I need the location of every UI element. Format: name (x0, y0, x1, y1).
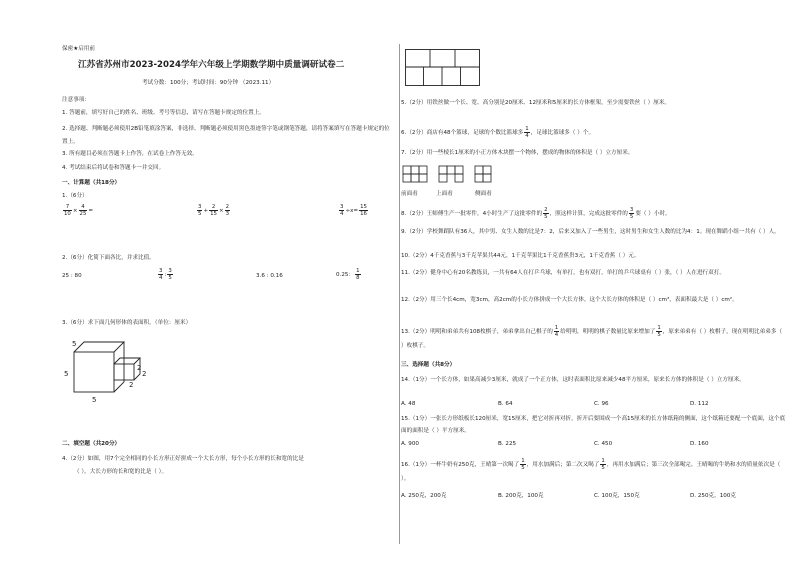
option[interactable]: D. 112 (690, 401, 709, 407)
option[interactable]: C. 450 (594, 441, 613, 447)
question-text: 4.（2分）如图，用7个完全相同的小长方形正好拼成一个大长方形，每个小长方形的长和宽的比是 (62, 456, 304, 462)
exam-meta: 考试分数：100分；考试时间：90分钟 （2023.11） (142, 80, 275, 86)
section-heading: 二、填空题（共20分） (62, 441, 121, 447)
dim-label: 5 (64, 370, 69, 378)
note-item: 2. 选择题、判断题必须使用2B铅笔填涂答案，非选择、判断题必须使用黑色墨迹签字笔或钢笔答题，请将答案填写在答题卡规定的位置上。 (62, 126, 390, 145)
option[interactable]: A. 48 (401, 401, 416, 407)
three-views-figure (401, 162, 501, 184)
q1-expr-a: $\frac{7}{10}$ × $\frac{4}{25}$ = (64, 204, 94, 217)
view-label-front: 前面看 (401, 191, 418, 197)
option[interactable]: A. 250克，200克 (401, 493, 447, 499)
note-item: 3. 所有题目必须在答题卡上作答，在试卷上作答无效。 (62, 151, 198, 157)
section-heading: 三、选择题（共8分） (401, 362, 456, 368)
question-text: （ ），大长方形的长和宽的比是（ ）。 (74, 469, 168, 475)
question-text: 2.（6分）化简下面各比，并求比值。 (62, 255, 155, 261)
section-heading: 一、计算题（共18分） (62, 180, 121, 186)
question-text: 5.（2分）用铁丝做一个长、宽、高分别是20厘米、12厘米和5厘米的长方体框架，至少需要铁丝（ ）厘米。 (401, 100, 671, 106)
question-text: 11.（2分）健身中心有20名教练员，一共有64人在打乒乓球，有单打，也有双打，单打的乒乓球桌有（ ）张，（ ）人在进行双打。 (401, 270, 725, 276)
secret-label: 保密★启用前 (62, 46, 95, 52)
dim-label: 5 (92, 396, 97, 404)
q2-expr-d: 0.25： $\frac{1}{8}$ (336, 268, 360, 281)
note-item: 4. 考试结束后将试卷和答题卡一并交回。 (62, 165, 165, 171)
q2-expr-b: $\frac{3}{4}$ : $\frac{3}{5}$ (159, 268, 172, 281)
option[interactable]: D. 160 (690, 441, 709, 447)
column-divider (399, 44, 400, 544)
q1-expr-b: $\frac{3}{5}$ + $\frac{2}{15}$ × $\frac{2}{3}$ (198, 204, 230, 217)
option[interactable]: B. 64 (498, 401, 513, 407)
rectangle-tiling-figure (405, 49, 481, 87)
question-text: 7.（2分）用一些棱长1厘米的小正方体木块摆一个物体，摆成的物体的体积是（ ）立方厘米。 (401, 150, 634, 156)
option[interactable]: B. 200克，100克 (498, 493, 544, 499)
question-text: 16.（1分）一杯牛奶有250克，王晴第一次喝了 $\frac{1}{5}$ ，用水加满后；第二次又喝了 $\frac{1}{5}$ ，再用水加满后；第三次全部喝完。王晴喝的牛奶和水的质量依次是（ ）。 (401, 458, 781, 482)
view-label-top: 上面看 (436, 191, 453, 197)
q1-expr-c: $\frac{3}{4}$ ÷x= $\frac{15}{16}$ (340, 204, 367, 217)
question-text: 6.（2分）商店有48个篮球，足球的个数比篮球多 $\frac{1}{4}$ ，足球比篮球多（ ）个。 (401, 126, 595, 139)
question-text: 15.（1分）一张长方形纸板长120厘米，宽15厘米，把它对折再对折，折开后要围成一个高15厘米的长方体纸箱的侧面，这个纸箱还要配一个底面，这个底面的面积是（ ）平方厘米。 (401, 416, 786, 434)
dim-label: 2 (142, 370, 147, 378)
q2-expr-a: 25 : 80 (62, 273, 82, 279)
note-item: 1. 答题前，填写好自己的姓名、班级、考号等信息，请写在答题卡规定的位置上。 (62, 110, 265, 116)
question-text: 12.（2分）用三个长4cm，宽3cm，高2cm的小长方体拼成一个大长方体，这个大长方体的体积是（ ）cm³，表面积最大是（ ）cm²。 (401, 297, 738, 303)
option[interactable]: D. 250克，100克 (690, 493, 736, 499)
dim-label: 5 (72, 340, 77, 348)
view-label-side: 侧面看 (475, 191, 492, 197)
question-text: 10.（2分）4千克香蕉与3千克苹果共44元，1千克苹果比1千克香蕉贵3元，1千克香蕉（ ）元。 (401, 253, 640, 259)
question-text: 3.（6分）求下面几何形体的表面积。（单位：厘米） (62, 320, 192, 326)
question-text: 8.（2分）王师傅生产一批零件，4小时生产了这批零件的 $\frac{2}{5}$ ，照这样计算，完成这批零件的 $\frac{3}{5}$ 要（ ）小时。 (401, 207, 671, 220)
question-text: 14.（1分）一个长方体，如果高减少3厘米，就成了一个正方体，这时表面积比原来减少48平方厘米，原来长方体的体积是（ ）立方厘米。 (401, 377, 745, 383)
page-title: 江苏省苏州市2023-2024学年六年级上学期数学期中质量调研试卷二 (78, 60, 345, 70)
notes-heading: 注意事项： (62, 97, 90, 103)
dim-label: 2 (129, 381, 134, 389)
option[interactable]: C. 100克，150克 (594, 493, 640, 499)
question-label: 1.（6分） (62, 193, 88, 199)
option[interactable]: C. 96 (594, 401, 609, 407)
question-text: 13.（2分）明明和弟弟共有108枚棋子，弟弟拿出自己棋子的 $\frac{1}{4}$ 给明明，明明的棋子数量比原来增加了 $\frac{1}{5}$ ，原来弟弟有（ ）枚棋子，现在明明比弟弟多（ ）枚棋子。 (401, 325, 783, 349)
q2-expr-c: 3.6 : 0.16 (256, 273, 283, 279)
option[interactable]: B. 225 (498, 441, 517, 447)
option[interactable]: A. 900 (401, 441, 419, 447)
composite-solid-figure (62, 334, 172, 404)
question-text: 9.（2分）学校舞蹈队有36人，其中男、女生人数的比是7：2，后来又加入了一些男生，这时男生和女生人数的比为4：1。现在舞蹈小组一共有（ ）人。 (401, 229, 780, 235)
dim-label: 2 (137, 364, 142, 372)
